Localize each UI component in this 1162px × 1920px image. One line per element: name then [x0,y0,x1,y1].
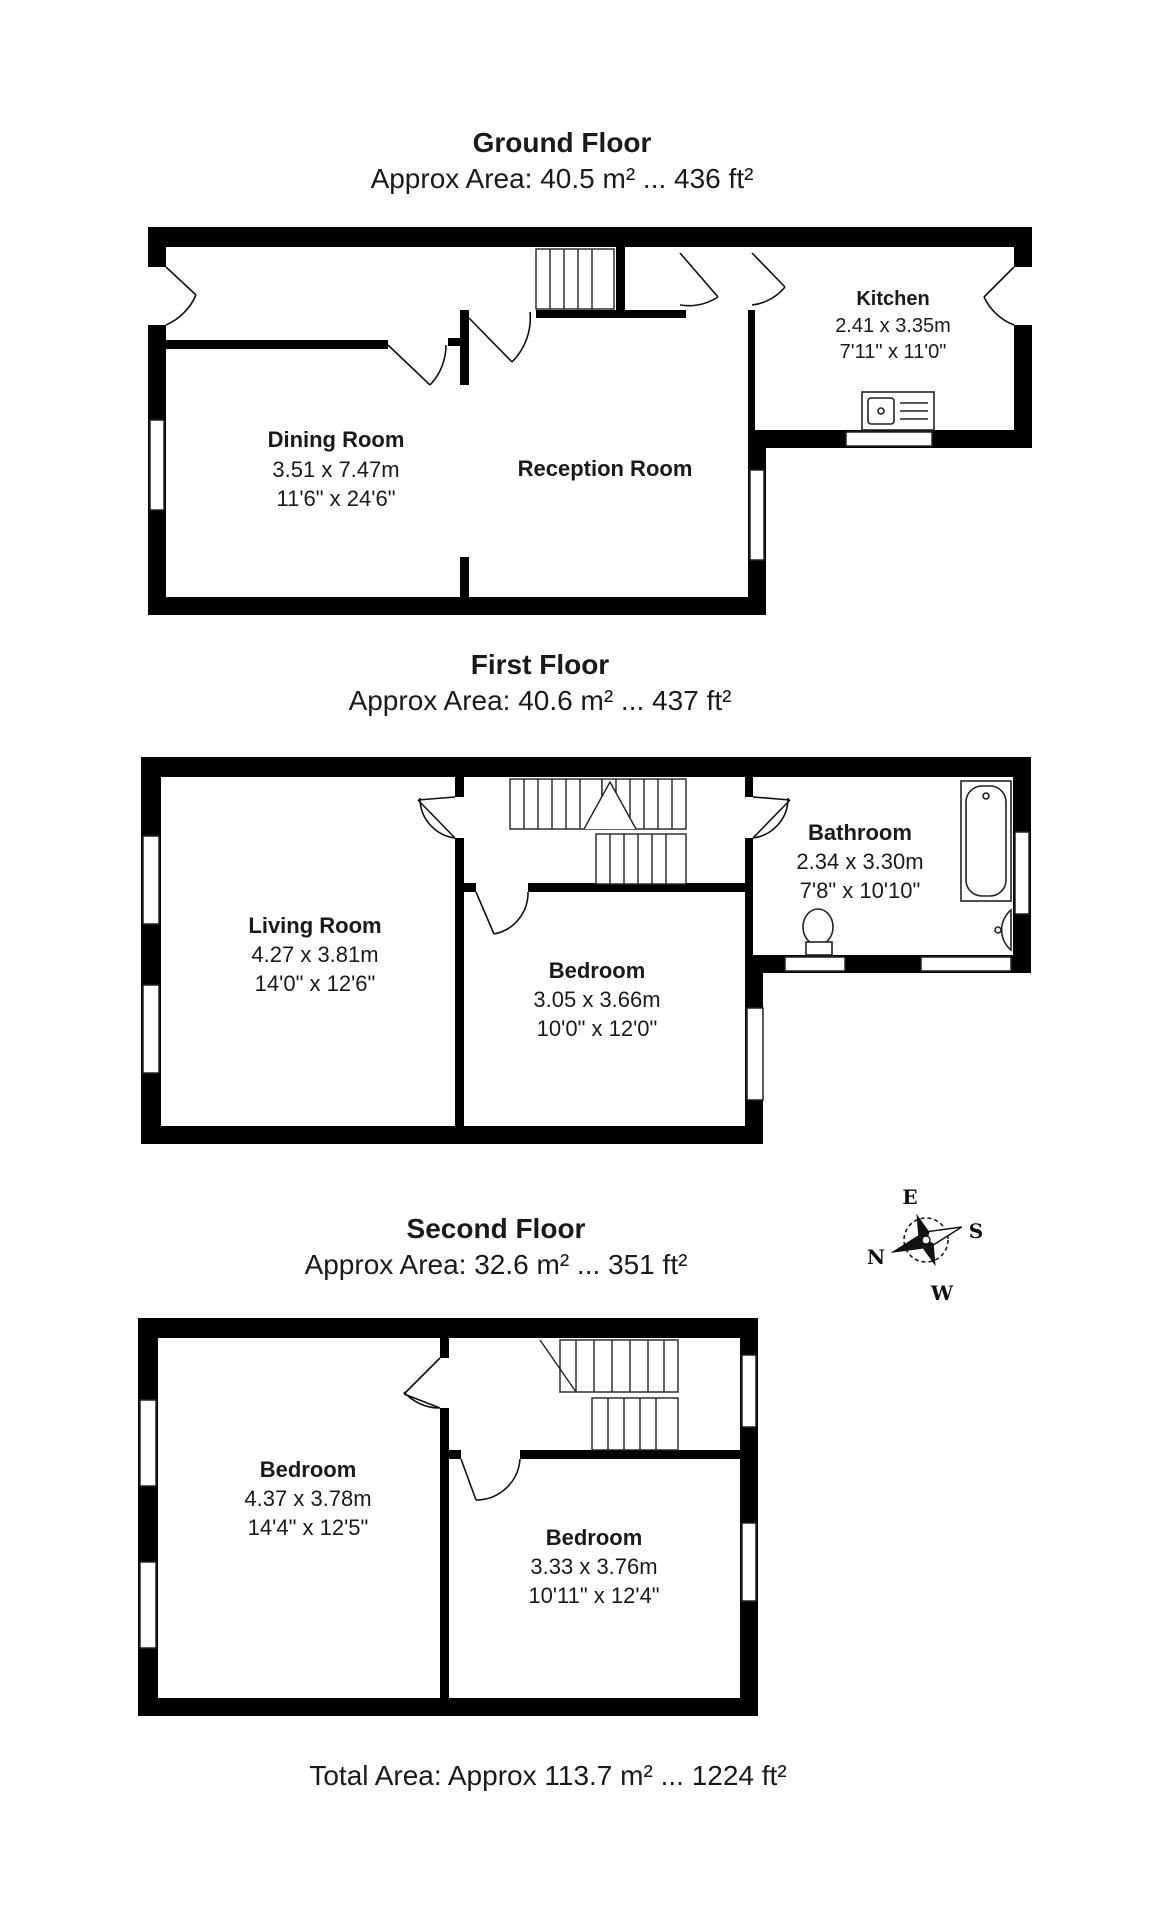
bathtub-icon [961,781,1011,901]
room-name: Bedroom [545,1525,643,1550]
window [747,1008,763,1100]
window [150,420,164,510]
compass-south-label: S [968,1219,984,1243]
toilet-icon [803,909,833,955]
second-floor [138,1213,758,1716]
first-floor-title: First Floor [470,649,610,680]
room-dimensions-metric: 3.05 x 3.66m [533,987,661,1012]
room-dimensions-imperial: 7'11" x 11'0" [839,341,947,363]
window [742,1355,756,1427]
room-name: Living Room [248,913,382,938]
room-name: Dining Room [267,427,405,452]
compass-west-label: W [930,1281,954,1305]
staircase [536,249,614,309]
room-dimensions-metric: 2.41 x 3.35m [835,315,951,337]
room-dimensions-imperial: 14'4" x 12'5" [247,1515,369,1540]
room-dimensions-metric: 4.27 x 3.81m [251,942,379,967]
staircase [540,1340,678,1450]
second-floor-title: Second Floor [406,1213,586,1244]
room-dimensions-imperial: 7'8" x 10'10" [799,878,921,903]
room-dimensions-metric: 4.37 x 3.78m [244,1486,372,1511]
room-dimensions-metric: 2.34 x 3.30m [796,849,924,874]
first-floor-area: Approx Area: 40.6 m² ... 437 ft² [348,685,732,716]
compass-rose-icon [867,1185,983,1305]
basin-icon [995,910,1011,950]
ground-floor-area: Approx Area: 40.5 m² ... 436 ft² [370,163,754,194]
room-name: Bedroom [548,958,646,983]
room-name: Bedroom [259,1457,357,1482]
room-dimensions-imperial: 10'11" x 12'4" [528,1583,660,1608]
room-dimensions-imperial: 14'0" x 12'6" [254,971,376,996]
ground-floor [148,127,1032,615]
window [143,985,159,1073]
staircase [510,779,686,884]
room-dimensions-imperial: 11'6" x 24'6" [276,486,396,511]
room-dimensions-metric: 3.51 x 7.47m [272,457,400,482]
room-name: Kitchen [856,288,930,310]
first-floor [141,649,1031,1144]
room-name: Bathroom [808,820,912,845]
room-dimensions-imperial: 10'0" x 12'0" [536,1016,658,1041]
room-dimensions-metric: 3.33 x 3.76m [530,1554,658,1579]
window [1015,832,1029,914]
sink-icon [862,392,934,430]
ground-floor-title: Ground Floor [472,127,652,158]
door-swings [404,1358,520,1500]
window [143,836,159,924]
compass-east-label: E [902,1185,918,1209]
total-area: Total Area: Approx 113.7 m² ... 1224 ft² [309,1760,787,1791]
window [846,432,932,446]
window [785,957,845,971]
room-name: Reception Room [517,456,693,481]
second-floor-area: Approx Area: 32.6 m² ... 351 ft² [304,1249,688,1280]
window [921,957,1011,971]
window [750,470,764,560]
compass-north-label: N [866,1245,886,1269]
window [140,1562,156,1648]
window [742,1523,756,1601]
window [140,1400,156,1486]
